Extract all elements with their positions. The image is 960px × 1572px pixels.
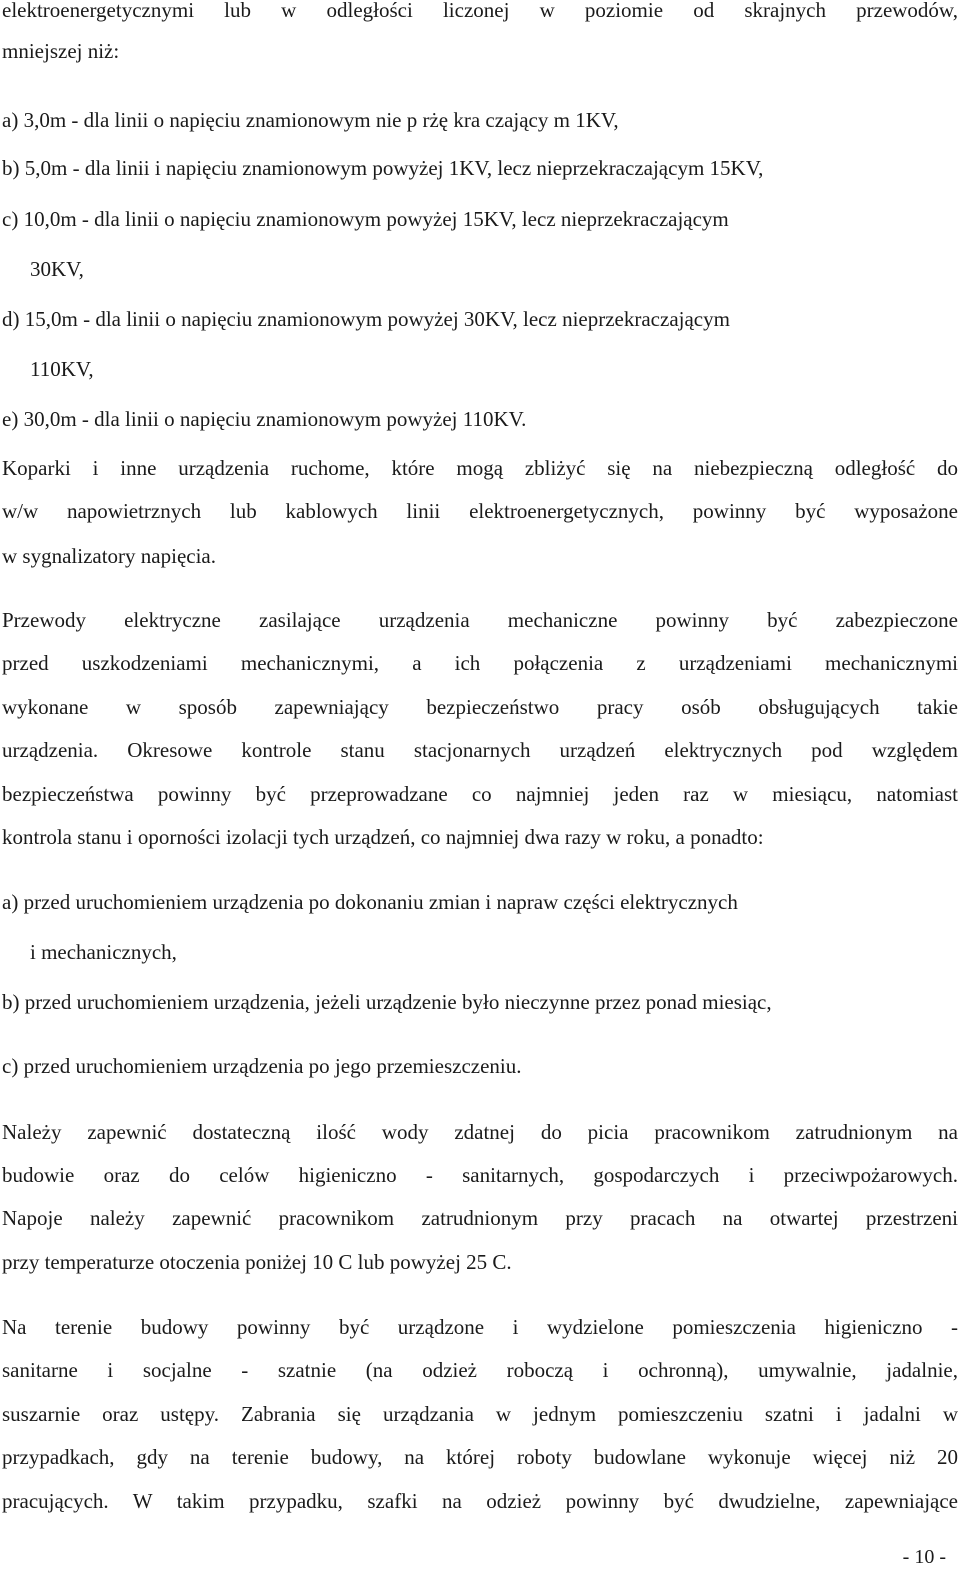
text-line: Przewody elektryczne zasilające urządzenia mechaniczne powinny być zabezpieczone	[2, 608, 958, 632]
text-line: elektroenergetycznymi lub w odległości liczonej w poziomie od skrajnych przewodów,	[2, 0, 958, 22]
text-line: w/w napowietrznych lub kablowych linii elektroenergetycznych, powinny być wyposażone	[2, 499, 958, 523]
list-item: a) przed uruchomieniem urządzenia po dokonaniu zmian i napraw części elektrycznych	[2, 890, 738, 914]
text-line: mniejszej niż:	[2, 39, 120, 63]
text-line: przy temperaturze otoczenia poniżej 10 C lub powyżej 25 C.	[2, 1250, 512, 1274]
text-line: budowie oraz do celów higieniczno - sanitarnych, gospodarczych i przeciwpożarowych.	[2, 1163, 958, 1187]
text-line: urządzenia. Okresowe kontrole stanu stacjonarnych urządzeń elektrycznych pod względem	[2, 738, 958, 762]
list-item-continuation: i mechanicznych,	[30, 940, 177, 964]
list-item: d) 15,0m - dla linii o napięciu znamionowym powyżej 30KV, lecz nieprzekraczającym	[2, 307, 730, 331]
text-line: Napoje należy zapewnić pracownikom zatrudnionym przy pracach na otwartej przestrzeni	[2, 1206, 958, 1230]
text-line: bezpieczeństwa powinny być przeprowadzane co najmniej jeden raz w miesiącu, natomiast	[2, 782, 958, 806]
list-item: c) 10,0m - dla linii o napięciu znamionowym powyżej 15KV, lecz nieprzekraczającym	[2, 207, 729, 231]
list-item: b) przed uruchomieniem urządzenia, jeżeli urządzenie było nieczynne przez ponad miesiąc,	[2, 990, 772, 1014]
list-item-continuation: 30KV,	[30, 257, 84, 281]
list-item: a) 3,0m - dla linii o napięciu znamionowym nie p rżę kra czający m 1KV,	[2, 108, 619, 132]
text-line: suszarnie oraz ustępy. Zabrania się urządzania w jednym pomieszczeniu szatni i jadalni w	[2, 1402, 958, 1426]
text-line: sanitarne i socjalne - szatnie (na odzież roboczą i ochronną), umywalnie, jadalnie,	[2, 1358, 958, 1382]
list-item-continuation: 110KV,	[30, 357, 94, 381]
list-item: e) 30,0m - dla linii o napięciu znamionowym powyżej 110KV.	[2, 407, 527, 431]
text-line: wykonane w sposób zapewniający bezpieczeństwo pracy osób obsługujących takie	[2, 695, 958, 719]
text-line: przypadkach, gdy na terenie budowy, na której roboty budowlane wykonuje więcej niż 20	[2, 1445, 958, 1469]
text-line: Na terenie budowy powinny być urządzone i wydzielone pomieszczenia higieniczno -	[2, 1315, 958, 1339]
page-number: - 10 -	[902, 1546, 946, 1568]
text-line: kontrola stanu i oporności izolacji tych urządzeń, co najmniej dwa razy w roku, a ponadto:	[2, 825, 764, 849]
text-line: w sygnalizatory napięcia.	[2, 544, 216, 568]
text-line: Należy zapewnić dostateczną ilość wody zdatnej do picia pracownikom zatrudnionym na	[2, 1120, 958, 1144]
text-line: przed uszkodzeniami mechanicznymi, a ich połączenia z urządzeniami mechanicznymi	[2, 651, 958, 675]
text-line: Koparki i inne urządzenia ruchome, które mogą zbliżyć się na niebezpieczną odległość do	[2, 456, 958, 480]
list-item: b) 5,0m - dla linii i napięciu znamionowym powyżej 1KV, lecz nieprzekraczającym 15KV,	[2, 156, 764, 180]
text-line: pracujących. W takim przypadku, szafki na odzież powinny być dwudzielne, zapewniające	[2, 1489, 958, 1513]
list-item: c) przed uruchomieniem urządzenia po jego przemieszczeniu.	[2, 1054, 522, 1078]
